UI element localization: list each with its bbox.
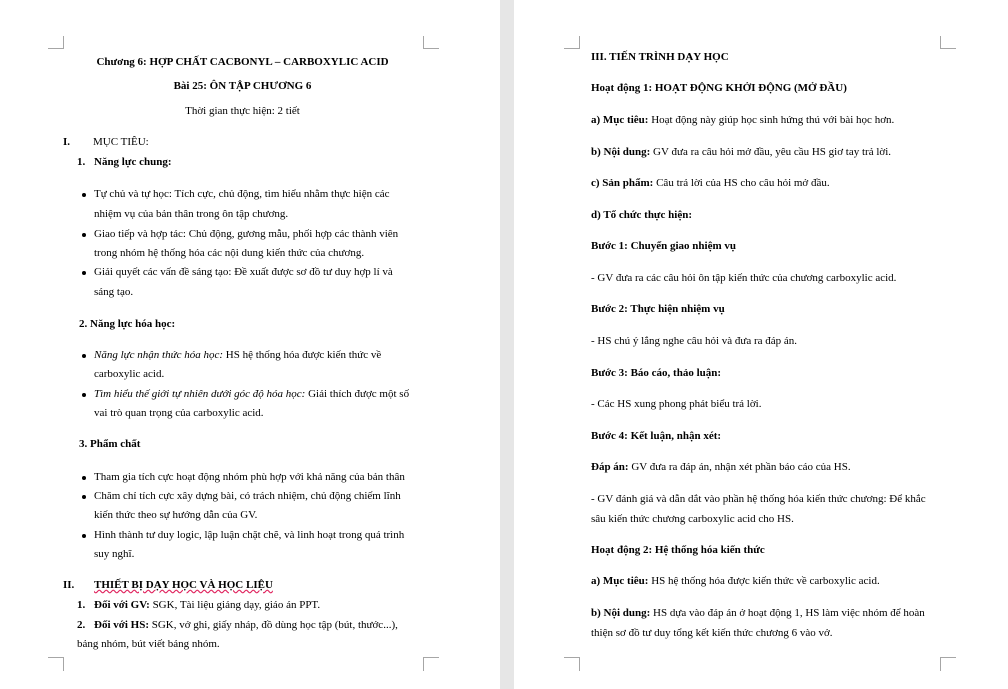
subsection-3-title: 3. Phẩm chất (79, 438, 141, 450)
crop-mark (423, 48, 439, 49)
list-item: Tìm hiểu thế giới tự nhiên dưới góc độ hóa học: Giải thích được một số (94, 388, 410, 400)
list-item-continuation: nhiệm vụ của bản thân trong ôn tập chương. (94, 208, 289, 220)
page-gap (500, 0, 514, 689)
crop-mark (940, 657, 941, 671)
document-page-1 (0, 0, 500, 689)
bullet (82, 354, 86, 358)
crop-mark (48, 657, 64, 658)
subsection-1-title: Năng lực chung: (94, 156, 172, 168)
list-item-continuation: vai trò quan trọng của carboxylic acid. (94, 407, 264, 419)
crop-mark (423, 657, 439, 658)
activity-2-content: b) Nội dung: HS dựa vào đáp án ở hoạt động 1, HS làm việc nhóm để hoàn (591, 607, 925, 619)
list-item: Giải quyết các vấn đề sáng tạo: Đề xuất được sơ đồ tư duy hợp lí và (94, 266, 393, 278)
section-1-title: MỤC TIÊU: (93, 136, 149, 148)
crop-mark (63, 36, 64, 49)
list-item: Hình thành tư duy logic, lập luận chặt chẽ, và linh hoạt trong quá trình (94, 529, 405, 541)
crop-mark (564, 657, 580, 658)
crop-mark (423, 36, 424, 49)
crop-mark (940, 48, 956, 49)
crop-mark (423, 657, 424, 671)
crop-mark (48, 48, 64, 49)
list-item-continuation: sáng tạo. (94, 286, 134, 298)
activity-2-content-continuation: thiện sơ đồ tư duy tổng kết kiến thức chương 6 vào vở. (591, 627, 833, 639)
crop-mark (940, 657, 956, 658)
student-number: 2. (77, 619, 86, 631)
crop-mark (63, 657, 64, 671)
bullet (82, 233, 86, 237)
evaluation-text: - GV đánh giá và dẫn dắt vào phần hệ thống hóa kiến thức chương: Để khắc (591, 493, 926, 505)
student-resources: Đối với HS: SGK, vở ghi, giấy nháp, đồ dùng học tập (bút, thước...), (94, 619, 398, 631)
crop-mark (940, 36, 941, 49)
bullet (82, 495, 86, 499)
student-resources-continuation: bảng nhóm, bút viết bảng nhóm. (77, 638, 220, 650)
lesson-title: Bài 25: ÔN TẬP CHƯƠNG 6 (173, 80, 312, 92)
bullet (82, 393, 86, 397)
teacher-number: 1. (77, 599, 86, 611)
step-2-title: Bước 2: Thực hiện nhiệm vụ (591, 303, 725, 315)
activity-1-content: b) Nội dung: GV đưa ra câu hỏi mở đầu, yêu cầu HS giơ tay trả lời. (591, 146, 892, 158)
subsection-1-number: 1. (77, 156, 86, 168)
list-item: Năng lực nhận thức hóa học: HS hệ thống hóa được kiến thức về (94, 349, 382, 361)
bullet (82, 271, 86, 275)
answer-text: Đáp án: GV đưa ra đáp án, nhận xét phần báo cáo của HS. (591, 461, 851, 473)
step-1-title: Bước 1: Chuyển giao nhiệm vụ (591, 240, 737, 252)
activity-1-product: c) Sản phẩm: Câu trả lời của HS cho câu hỏi mở đầu. (591, 177, 830, 189)
bullet (82, 534, 86, 538)
chapter-title: Chương 6: HỢP CHẤT CACBONYL – CARBOXYLIC ACID (96, 56, 389, 68)
evaluation-text-continuation: sâu kiến thức chương carboxylic acid cho HS. (591, 513, 794, 525)
duration: Thời gian thực hiện: 2 tiết (185, 105, 300, 117)
section-2-number: II. (63, 579, 75, 591)
list-item-continuation: carboxylic acid. (94, 368, 165, 380)
crop-mark (579, 36, 580, 49)
list-item: Tự chủ và tự học: Tích cực, chủ động, tìm hiểu nhằm thực hiện các (94, 188, 390, 200)
activity-1-title: Hoạt động 1: HOẠT ĐỘNG KHỞI ĐỘNG (MỞ ĐẦU) (591, 82, 847, 94)
list-item: Giao tiếp và hợp tác: Chủ động, gương mẫu, phối hợp các thành viên (94, 228, 399, 240)
crop-mark (579, 657, 580, 671)
section-3-title: III. TIẾN TRÌNH DẠY HỌC (591, 51, 729, 63)
document-page-2 (514, 0, 1008, 689)
step-2-text: - HS chú ý lắng nghe câu hỏi và đưa ra đáp án. (591, 335, 798, 347)
activity-1-organization: d) Tổ chức thực hiện: (591, 209, 693, 221)
bullet (82, 193, 86, 197)
section-2-title: THIẾT BỊ DẠY HỌC VÀ HỌC LIỆU (94, 579, 273, 591)
list-item-continuation: kiến thức theo sự hướng dẫn của GV. (94, 509, 258, 521)
step-3-text: - Các HS xung phong phát biểu trả lời. (591, 398, 762, 410)
activity-2-title: Hoạt động 2: Hệ thống hóa kiến thức (591, 544, 765, 556)
step-3-title: Bước 3: Báo cáo, thảo luận: (591, 367, 722, 379)
list-item-continuation: suy nghĩ. (94, 548, 135, 560)
list-item-continuation: trong nhóm hệ thống hóa các nội dung kiến thức của chương. (94, 247, 365, 259)
list-item: Tham gia tích cực hoạt động nhóm phù hợp với khả năng của bản thân (94, 471, 405, 483)
bullet (82, 476, 86, 480)
activity-2-goal: a) Mục tiêu: HS hệ thống hóa được kiến thức về carboxylic acid. (591, 575, 880, 587)
crop-mark (564, 48, 580, 49)
subsection-2-title: 2. Năng lực hóa học: (79, 318, 176, 330)
teacher-resources: Đối với GV: SGK, Tài liệu giảng dạy, giáo án PPT. (94, 599, 321, 611)
step-4-title: Bước 4: Kết luận, nhận xét: (591, 430, 722, 442)
activity-1-goal: a) Mục tiêu: Hoạt động này giúp học sinh hứng thú với bài học hơn. (591, 114, 895, 126)
section-1-number: I. (63, 136, 71, 148)
step-1-text: - GV đưa ra các câu hỏi ôn tập kiến thức của chương carboxylic acid. (591, 272, 897, 284)
list-item: Chăm chỉ tích cực xây dựng bài, có trách nhiệm, chủ động chiếm lĩnh (94, 490, 401, 502)
